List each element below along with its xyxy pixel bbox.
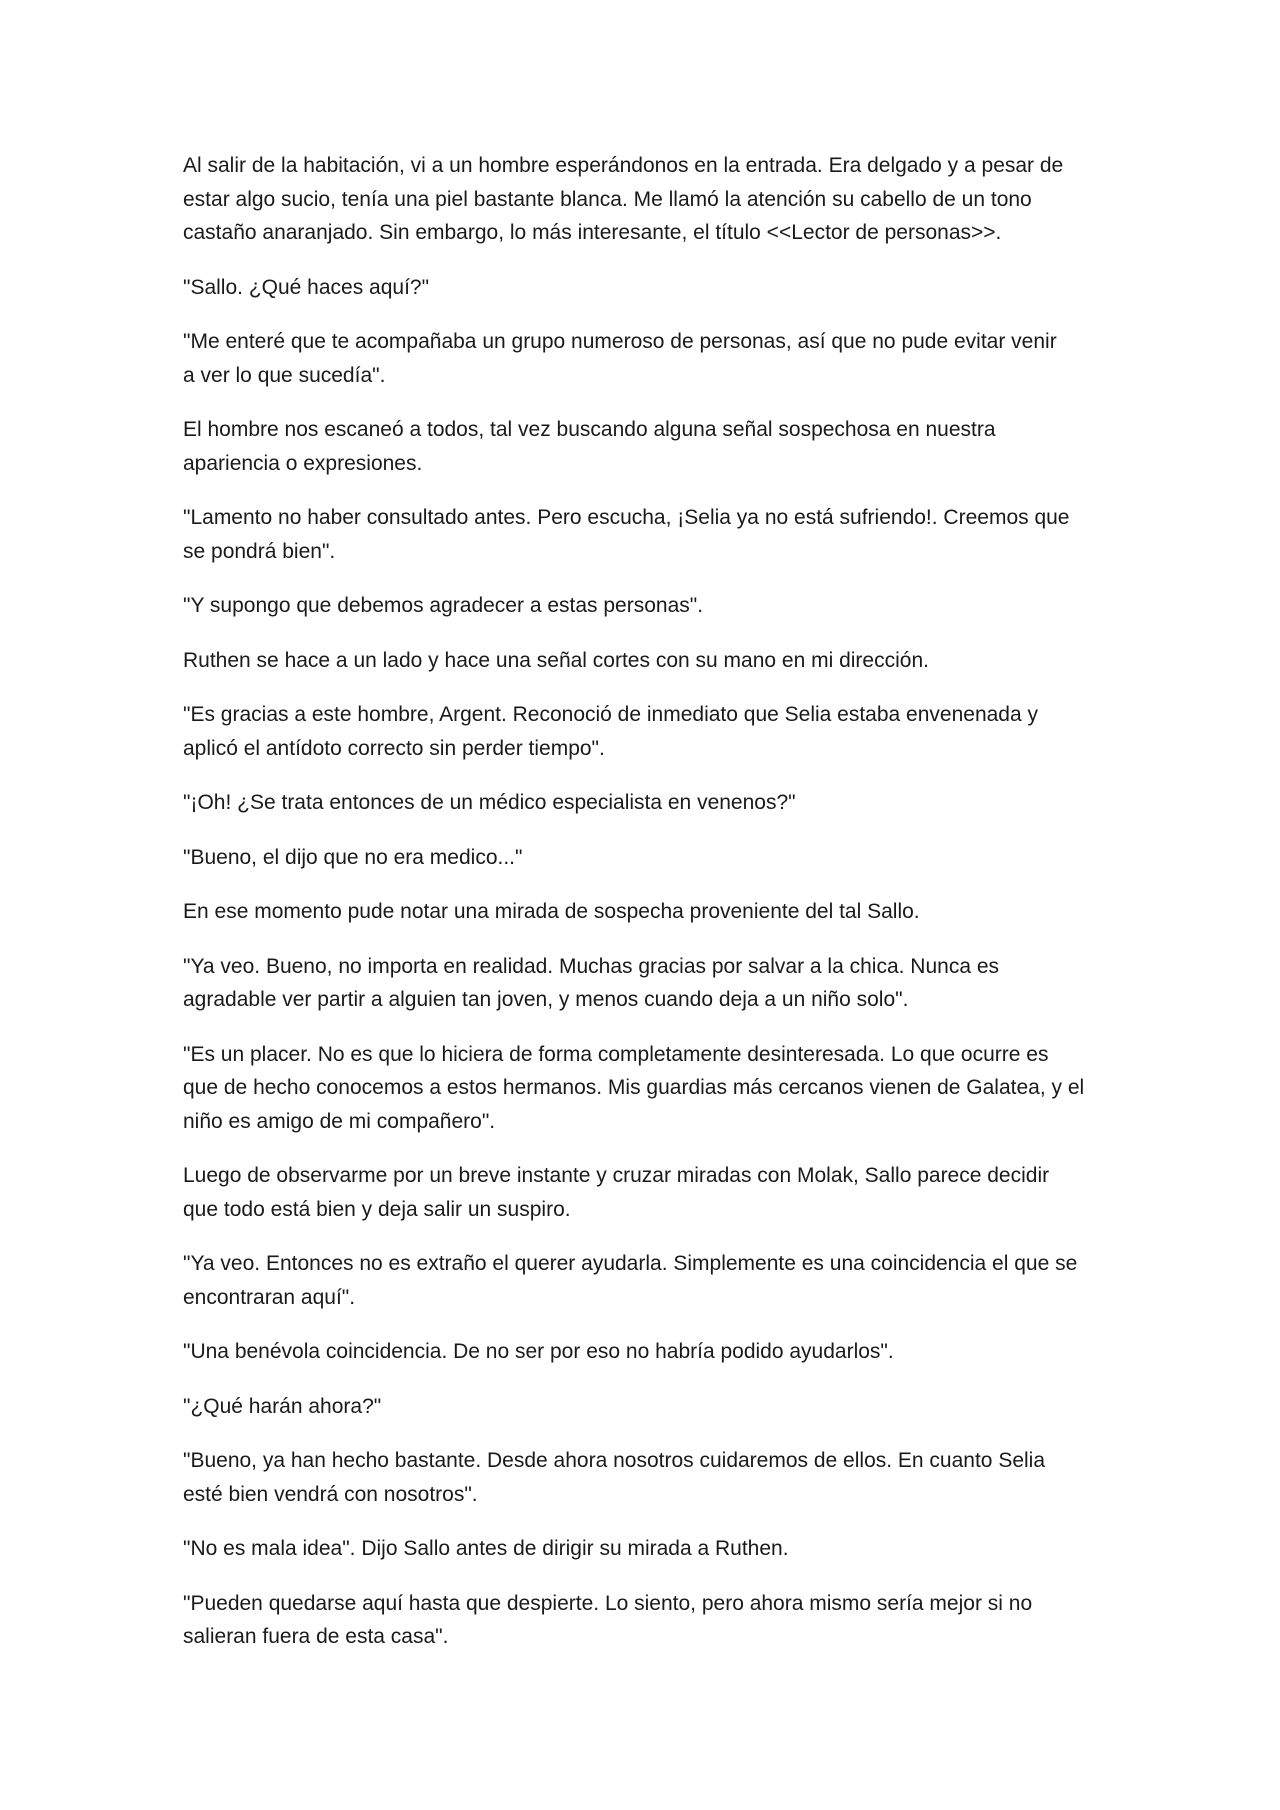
paragraph: "Ya veo. Bueno, no importa en realidad. Muchas gracias por salvar a la chica. Nunca es agradable ver partir a alguien tan joven, y menos cuando deja a un niño solo".: [183, 954, 1000, 1011]
paragraph: "Lamento no haber consultado antes. Pero escucha, ¡Selia ya no está sufriendo!. Creemos que se pondrá bien".: [183, 506, 1070, 563]
paragraph: "Es gracias a este hombre, Argent. Reconoció de inmediato que Selia estaba envenenada y aplicó el antídoto correcto sin perder tiempo".: [183, 703, 1039, 760]
paragraph: "Sallo. ¿Qué haces aquí?": [183, 275, 430, 299]
paragraph: "Ya veo. Entonces no es extraño el querer ayudarla. Simplemente es una coincidencia el que se encontraran aquí".: [183, 1252, 1078, 1309]
paragraph: "Bueno, el dijo que no era medico...": [183, 845, 523, 869]
paragraph: "Bueno, ya han hecho bastante. Desde ahora nosotros cuidaremos de ellos. En cuanto Selia esté bien vendrá con nosotros".: [183, 1449, 1046, 1506]
paragraph: "Es un placer. No es que lo hiciera de forma completamente desinteresada. Lo que ocurre es que de hecho conocemos a estos hermanos. Mis guardias más cercanos vienen de Galatea, y el niño es amigo de mi compañero".: [183, 1042, 1085, 1133]
document-body: [183, 149, 1103, 1675]
paragraph: "No es mala idea". Dijo Sallo antes de dirigir su mirada a Ruthen.: [183, 1537, 789, 1560]
paragraph: "Una benévola coincidencia. De no ser por eso no habría podido ayudarlos".: [183, 1340, 894, 1363]
paragraph: "Y supongo que debemos agradecer a estas personas".: [183, 594, 704, 617]
paragraph: El hombre nos escaneó a todos, tal vez buscando alguna señal sospechosa en nuestra apariencia o expresiones.: [183, 418, 996, 475]
paragraph: "Pueden quedarse aquí hasta que despierte. Lo siento, pero ahora mismo sería mejor si no salieran fuera de esta casa".: [183, 1591, 1033, 1648]
paragraph: Ruthen se hace a un lado y hace una señal cortes con su mano en mi dirección.: [183, 648, 929, 672]
paragraph: "¡Oh! ¿Se trata entonces de un médico especialista en venenos?": [183, 791, 796, 814]
paragraph: Al salir de la habitación, vi a un hombre esperándonos en la entrada. Era delgado y a pesar de estar algo sucio, tenía una piel bastante blanca. Me llamó la atención su cabello de un tono castaño anaranjado. Sin embargo, lo más interesante, el título <<Lector de personas>>.: [183, 154, 1064, 244]
paragraph: Luego de observarme por un breve instante y cruzar miradas con Molak, Sallo parece decidir que todo está bien y deja salir un suspiro.: [183, 1164, 1050, 1221]
paragraph: En ese momento pude notar una mirada de sospecha proveniente del tal Sallo.: [183, 900, 920, 923]
paragraph: "Me enteré que te acompañaba un grupo numeroso de personas, así que no pude evitar venir a ver lo que sucedía".: [183, 330, 1057, 387]
paragraph: "¿Qué harán ahora?": [183, 1394, 382, 1418]
